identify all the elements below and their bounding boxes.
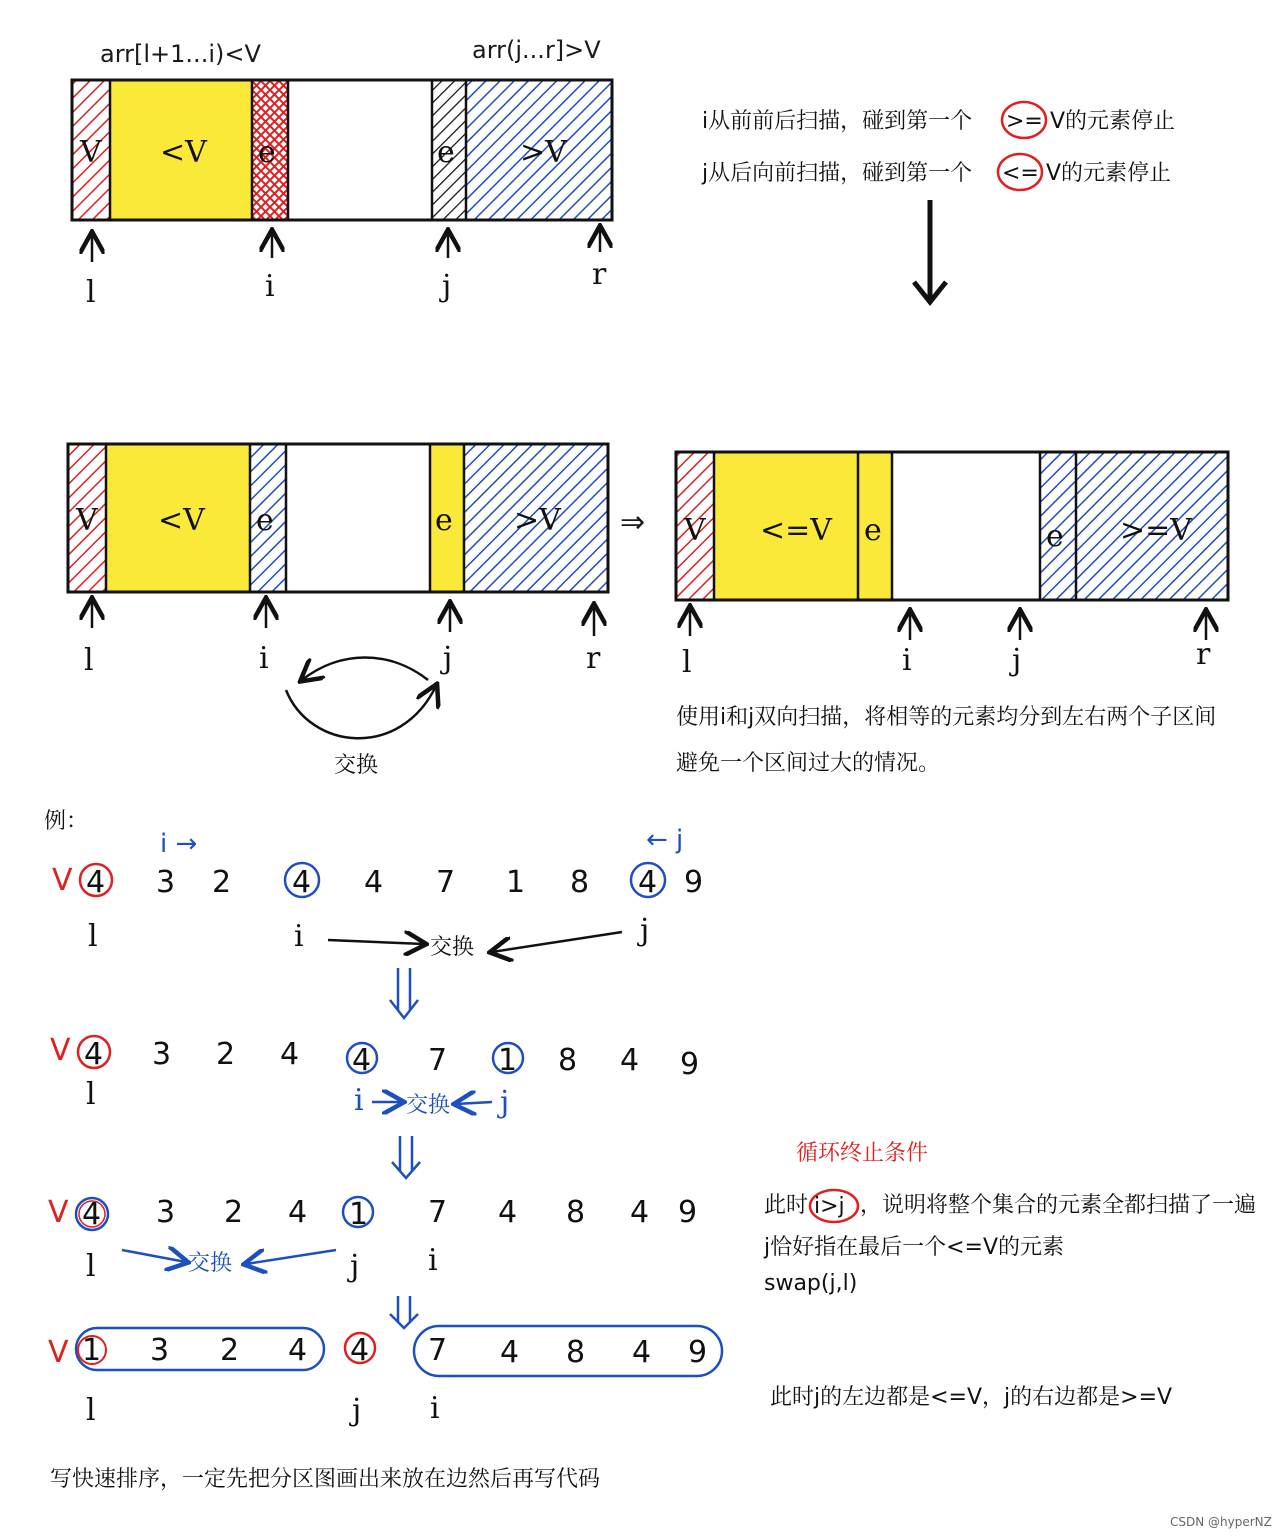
note2-after: V的元素停止 [1046,161,1172,186]
row2-val-4: 4 [352,1043,372,1078]
row4-val-3: 4 [288,1333,308,1368]
d2-ptr-l: l [84,643,94,678]
d3-ptr-i: i [902,643,912,678]
d1-ptr-i: i [265,269,275,304]
d3-cell-v-label: V [684,513,706,548]
example-row-3 [48,1195,697,1284]
row3-val-8: 4 [630,1195,650,1230]
row3-val-3: 4 [288,1195,308,1230]
row1-val-9: 9 [684,865,704,900]
row1-val-1: 3 [156,865,176,900]
final-note: 此时j的左边都是<=V，j的右边都是>=V [770,1385,1173,1410]
note-middle-line2: 避免一个区间过大的情况。 [676,751,941,776]
diagram-1 [72,36,612,310]
watermark: CSDN @hyperNZ [1170,1515,1272,1529]
row4-ptr-l: l [86,1393,96,1428]
row2-v: V [50,1033,71,1068]
note1-after: V的元素停止 [1050,109,1176,134]
d2-ptr-r: r [586,641,601,676]
row1-val-3: 4 [292,865,312,900]
i-direction: i → [160,829,198,859]
note1-before: i从前前后扫描，碰到第一个 [702,109,973,134]
row2-val-2: 2 [216,1037,236,1072]
d2-ptr-i: i [259,641,269,676]
d1-cell-e-right-label: e [437,135,455,170]
example-row-4 [48,1326,722,1428]
row2-val-8: 4 [620,1043,640,1078]
note2-before: j从后向前扫描，碰到第一个 [702,161,973,186]
d2-cell-v-label: V [76,503,98,538]
row2-ptr-i: i [354,1083,364,1118]
row3-v: V [48,1195,69,1230]
row3-ptr-l: l [86,1249,96,1284]
d2-cell-less-label: <V [158,503,205,538]
loop-note-line1-after: ，说明将整个集合的元素全都扫描了一遍 [860,1193,1257,1218]
row1-ptr-i: i [294,919,304,954]
row4-val-4: 4 [350,1333,370,1368]
notes-top [701,102,1175,302]
d3-ptr-r: r [1196,637,1211,672]
note-middle [676,705,1216,776]
row1-v: V [52,863,73,898]
note1-circle: >= [1006,109,1043,134]
row4-ptr-i: i [430,1391,440,1426]
row4-val-0: 1 [82,1333,102,1368]
d3-cell-e-left-label: e [864,513,882,548]
row1-val-2: 2 [212,865,232,900]
swap-label: 交换 [334,753,379,778]
d1-cell-greater-label: >V [520,135,567,170]
row4-val-8: 4 [632,1335,652,1370]
row3-val-4: 1 [349,1197,369,1232]
row1-val-0: 4 [86,865,106,900]
loop-note [763,1141,1256,1296]
row1-swap: 交换 [430,935,475,960]
row3-val-9: 9 [678,1195,698,1230]
row2-val-6: 1 [498,1043,518,1078]
label-left: arr[l+1...i)<V [100,40,261,68]
row2-val-5: 7 [428,1043,448,1078]
d3-ptr-l: l [682,645,692,680]
loop-note-line1-circle: i>j [814,1194,845,1219]
note2-circle: <= [1002,161,1039,186]
row3-val-5: 7 [428,1195,448,1230]
row4-val-2: 2 [220,1333,240,1368]
row3-val-1: 3 [156,1195,176,1230]
example-row-2 [50,1033,699,1120]
d3-cell-ge-label: >=V [1120,513,1192,548]
row2-val-3: 4 [280,1037,300,1072]
row4-val-9: 9 [688,1335,708,1370]
d2-cell-e-right-label: e [435,503,453,538]
row2-ptr-l: l [86,1077,96,1112]
row3-swap: 交换 [188,1251,233,1276]
row1-val-6: 1 [506,865,526,900]
d3-cell-le-label: <=V [760,513,832,548]
row1-ptr-j: j [640,913,650,948]
example-row-1 [52,863,703,960]
implies-symbol: ⇒ [620,505,646,540]
row1-val-5: 7 [436,865,456,900]
d2-ptr-j: j [443,641,453,676]
row3-val-2: 2 [224,1195,244,1230]
loop-note-line3: swap(j,l) [764,1271,858,1296]
d1-cell-v-label: V [80,135,102,170]
row2-swap: 交换 [406,1093,451,1118]
example [44,809,722,1428]
svg-text:i从前前后扫描，碰到第一个 [702,109,972,134]
left-partition-outline [76,1328,324,1370]
loop-note-title: 循环终止条件 [796,1141,929,1166]
note-middle-line1: 使用i和j双向扫描，将相等的元素均分到左右两个子区间 [676,705,1217,730]
row3-val-7: 8 [566,1195,586,1230]
d1-ptr-l: l [86,275,96,310]
footer-note: 写快速排序，一定先把分区图画出来放在边然后再写代码 [50,1467,601,1492]
row2-val-7: 8 [558,1043,578,1078]
j-direction: ← j [646,825,684,855]
row3-val-0: 4 [82,1197,102,1232]
row4-val-6: 4 [500,1335,520,1370]
d2-cell-greater-label: >V [514,503,561,538]
label-right: arr(j...r]>V [472,36,601,64]
d2-cell-e-left-label: e [256,503,274,538]
row2-ptr-j: j [500,1085,510,1120]
row2-val-0: 4 [84,1037,104,1072]
d3-ptr-j: j [1012,643,1022,678]
row2-val-1: 3 [152,1037,172,1072]
row1-val-4: 4 [364,865,384,900]
d1-ptr-r: r [592,257,607,292]
row4-ptr-j: j [352,1393,362,1428]
row4-val-5: 7 [428,1333,448,1368]
example-title: 例： [44,809,89,834]
loop-note-line2: j恰好指在最后一个<=V的元素 [764,1235,1065,1260]
d1-ptr-j: j [442,269,452,304]
row4-v: V [48,1335,69,1370]
d1-cell-e-left-label: e [258,135,276,170]
row2-val-9: 9 [680,1047,700,1082]
row1-val-7: 8 [570,865,590,900]
row1-ptr-l: l [88,919,98,954]
row3-ptr-j: j [350,1249,360,1284]
d3-cell-e-right-label: e [1046,519,1064,554]
loop-note-line1-before: 此时 [764,1193,809,1218]
swap-arrow-top [302,658,428,681]
row3-ptr-i: i [428,1243,438,1278]
row3-val-6: 4 [498,1195,518,1230]
row4-val-1: 3 [150,1333,170,1368]
d1-cell-less-label: <V [160,135,207,170]
diagram-3 [676,452,1228,680]
row4-val-7: 8 [566,1335,586,1370]
row1-val-8: 4 [638,865,658,900]
diagram-2 [68,444,645,778]
swap-arrow-bottom [286,686,436,738]
